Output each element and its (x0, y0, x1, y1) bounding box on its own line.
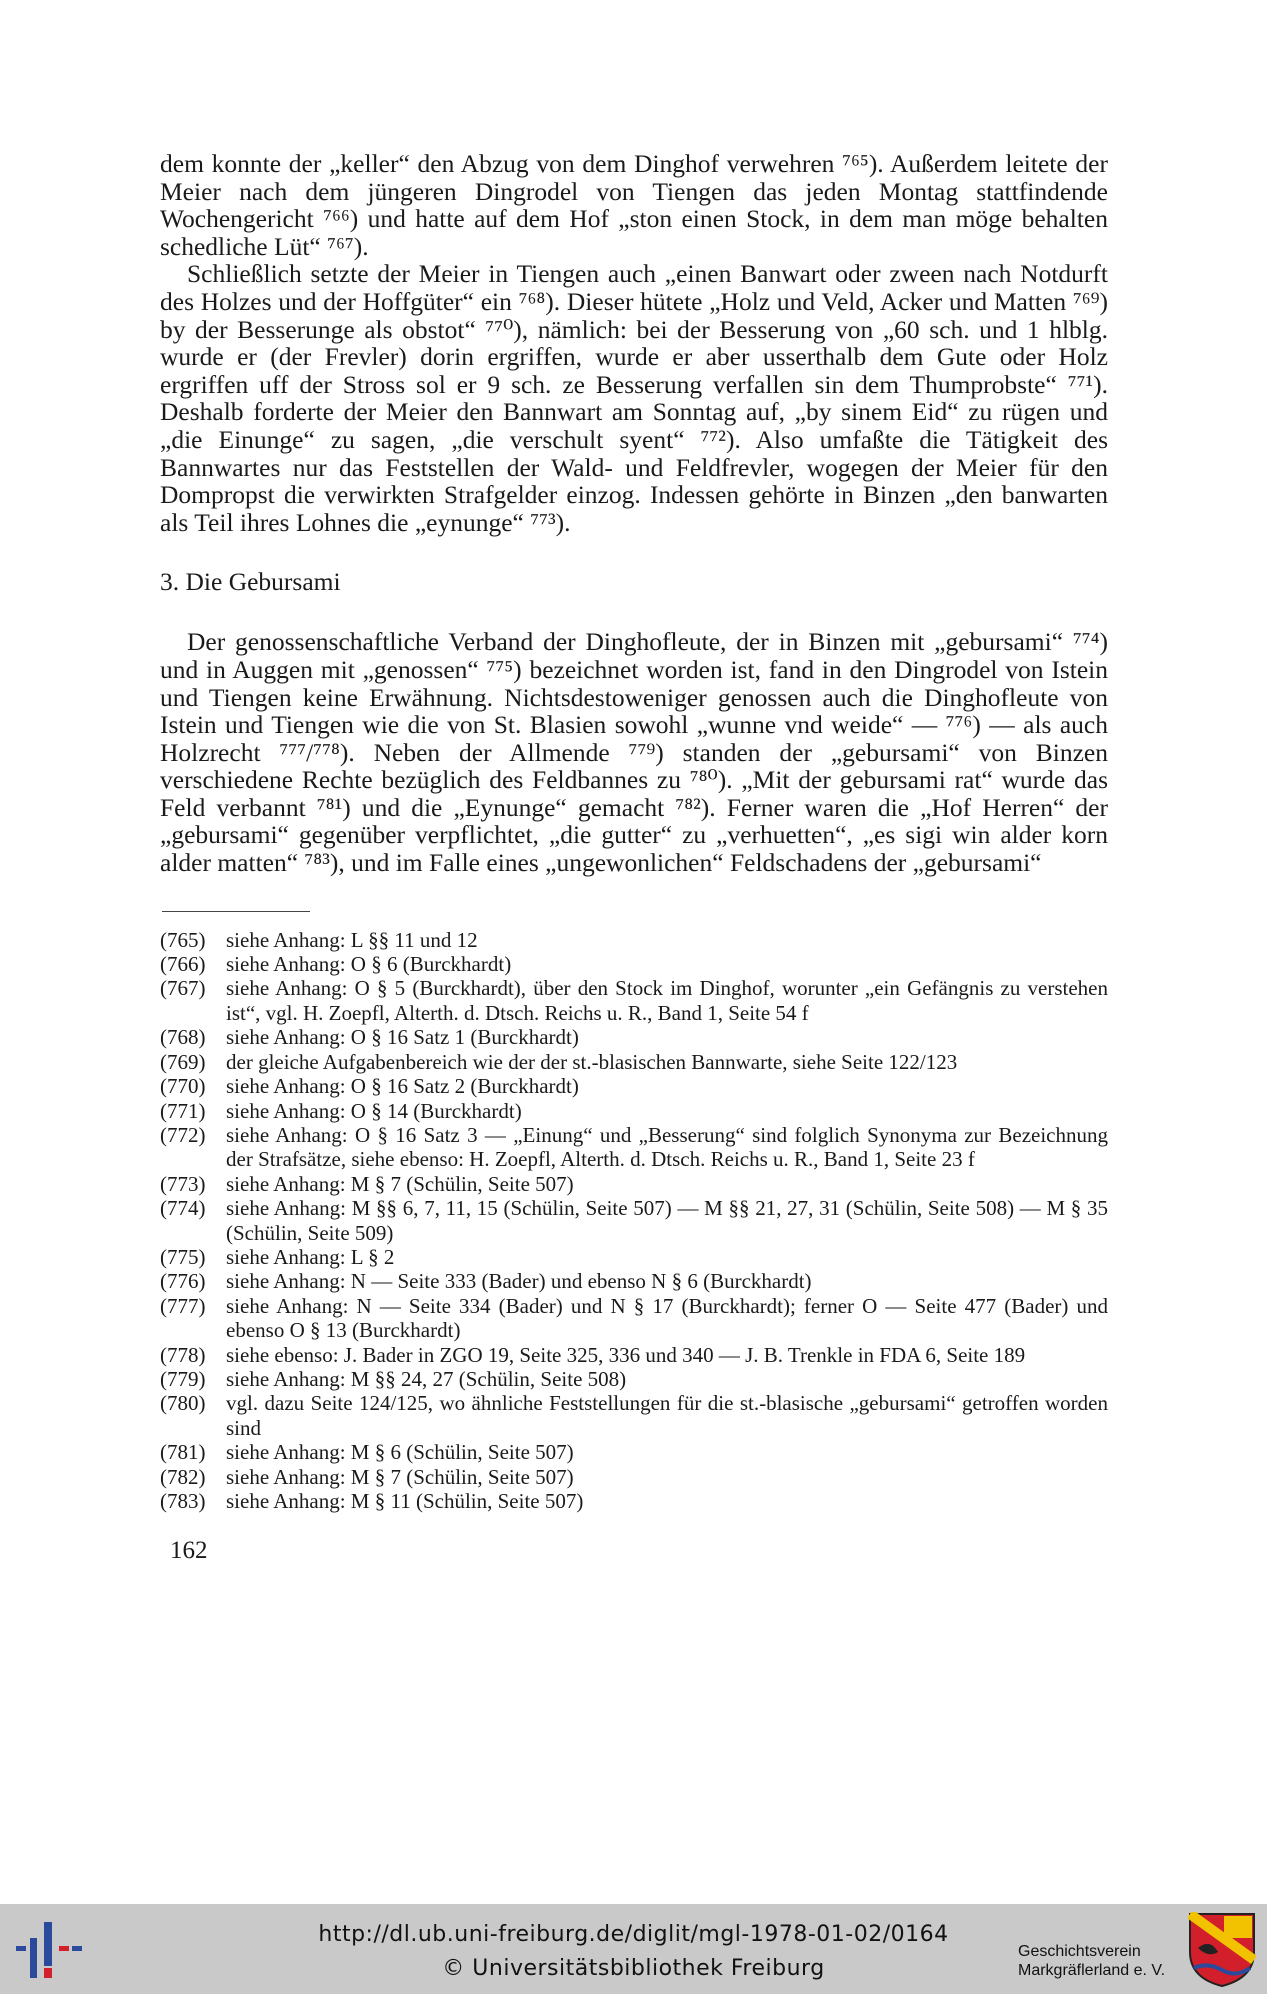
footnote (160, 1025, 1108, 1049)
document-url-link[interactable]: http://dl.ub.uni-freiburg.de/diglit/mgl-1978-01-02/0164 (318, 1922, 949, 1947)
footnote (160, 976, 1108, 1025)
footnote-number: (774) (160, 1196, 206, 1221)
footnote-number: (769) (160, 1049, 206, 1074)
section-heading: 3. Die Gebursami (160, 567, 341, 597)
society-name (1018, 1942, 1178, 1980)
footnote (160, 928, 1108, 952)
footnote (160, 1343, 1108, 1367)
footnote (160, 1465, 1108, 1489)
society-line-2: Markgräflerland e. V. (1018, 1962, 1166, 1979)
footnote (160, 1196, 1108, 1245)
footnote-text: siehe Anhang: O § 6 (Burckhardt) (226, 952, 512, 977)
footnote (160, 1440, 1108, 1464)
footnote-text: siehe Anhang: L § 2 (226, 1244, 395, 1269)
footnote-number: (765) (160, 927, 206, 952)
footnote (160, 1099, 1108, 1123)
footnote-text: siehe Anhang: O § 16 Satz 3 — „Einung“ und „Besserung“ sind folglich Synonyma zur Bezeichnung der Strafsätze, siehe ebenso: H. Zoepfl, Alterth. d. Dtsch. Reichs u. R., Band 1, Seite 23 f (226, 1122, 1108, 1172)
body-paragraph-1: dem konnte der „keller“ den Abzug von dem Dinghof verwehren ⁷⁶⁵). Außerdem leitete der Meier nach dem jüngeren Dingrodel von Tiengen das jeden Montag stattfindende Wochengericht ⁷⁶⁶) und hatte auf dem Hof „ston einen Stock, in dem man möge behalten schedliche Lüt“ ⁷⁶⁷). (160, 149, 1108, 261)
footnote-text: siehe ebenso: J. Bader in ZGO 19, Seite 325, 336 und 340 — J. B. Trenkle in FDA 6, Seite 189 (226, 1342, 1026, 1367)
footnote-number: (779) (160, 1366, 206, 1391)
footnote-number: (782) (160, 1464, 206, 1489)
footnote (160, 1294, 1108, 1343)
body-paragraph-2: Schließlich setzte der Meier in Tiengen auch „einen Banwart oder zween nach Notdurft des Holzes und der Hoffgüter“ ein ⁷⁶⁸). Dieser hütete „Holz und Veld, Acker und Matten ⁷⁶⁹) by der Besserunge als obstot“ ⁷⁷⁰), nämlich: bei der Besserung von „60 sch. und 1 hlblg. wurde er (der Frevler) dorin ergriffen, wurde er aber usserthalb dem Gute oder Holz ergriffen uff der Stross sol er 9 sch. ze Besserung verfallen sin dem Thumprobste“ ⁷⁷¹). Deshalb forderte der Meier den Bannwart am Sonntag auf, „by sinem Eid“ zu rügen und „die Einunge“ zu sagen, „die verschult syent“ ⁷⁷²). Also umfaßte die Tätigkeit des Bannwartes nur das Feststellen der Wald- und Feldfrevler, wogegen der Meier für den Dompropst die verwirkten Strafgelder einzog. Indessen gehörte in Binzen „den banwarten als Teil ihres Lohnes die „eynunge“ ⁷⁷³). (160, 259, 1108, 537)
body-paragraph-3: Der genossenschaftliche Verband der Dinghofleute, der in Binzen mit „gebursami“ ⁷⁷⁴) und in Auggen mit „genossen“ ⁷⁷⁵) bezeichnet worden ist, fand in den Dingrodel von Istein und Tiengen keine Erwähnung. Nichtsdestoweniger genossen auch die Dinghofleute von Istein und Tiengen wie die von St. Blasien sowohl „wunne vnd weide“ — ⁷⁷⁶) — als auch Holzrecht ⁷⁷⁷/⁷⁷⁸). Neben der Allmende ⁷⁷⁹) standen der „gebursami“ von Binzen verschiedene Rechte bezüglich des Feldbannes zu ⁷⁸⁰). „Mit der gebursami rat“ wurde das Feld verbannt ⁷⁸¹) und die „Eynunge“ gemacht ⁷⁸²). Ferner waren die „Hof Herren“ der „gebursami“ gegenüber verpflichtet, „die gutter“ zu „verhuetten“, „es sigi win alder korn alder matten“ ⁷⁸³), und im Falle eines „ungewonlichen“ Feldschadens der „gebursami“ (160, 627, 1108, 878)
footnote-list (160, 928, 1108, 1514)
footnote (160, 1050, 1108, 1074)
footnote-number: (770) (160, 1074, 206, 1099)
footnote-number: (781) (160, 1440, 206, 1465)
footnote (160, 1245, 1108, 1269)
footnote-number: (773) (160, 1171, 206, 1196)
copyright-text: © Universitätsbibliothek Freiburg (442, 1956, 825, 1981)
footnote (160, 1391, 1108, 1440)
footnote-number: (777) (160, 1293, 206, 1318)
footnote-number: (776) (160, 1269, 206, 1294)
footnote (160, 1269, 1108, 1293)
footnote (160, 1074, 1108, 1098)
footnote (160, 1123, 1108, 1172)
footnote-text: siehe Anhang: L §§ 11 und 12 (226, 927, 478, 952)
footnote-text: siehe Anhang: M § 7 (Schülin, Seite 507) (226, 1171, 574, 1196)
society-line-1: Geschichtsverein (1018, 1943, 1141, 1960)
page-content (160, 150, 1108, 1565)
footnote-text: siehe Anhang: N — Seite 333 (Bader) und ebenso N § 6 (Burckhardt) (226, 1269, 812, 1294)
footnote-number: (766) (160, 952, 206, 977)
footnote-text: siehe Anhang: O § 14 (Burckhardt) (226, 1098, 522, 1123)
footnote-number: (771) (160, 1098, 206, 1123)
footnote (160, 1172, 1108, 1196)
footnote-number: (780) (160, 1391, 206, 1416)
footnote-text: siehe Anhang: M § 7 (Schülin, Seite 507) (226, 1464, 574, 1489)
footnote-text: siehe Anhang: N — Seite 334 (Bader) und N § 17 (Burckhardt); ferner O — Seite 477 (Bader) und ebenso O § 13 (Burckhardt) (226, 1293, 1108, 1343)
footnote-number: (772) (160, 1122, 206, 1147)
footnote (160, 1489, 1108, 1513)
footnote-text: vgl. dazu Seite 124/125, wo ähnliche Feststellungen für die st.-blasische „gebursami“ getroffen worden sind (226, 1391, 1108, 1440)
viewer-footer-bar (0, 1904, 1267, 1994)
footnote-number: (768) (160, 1025, 206, 1050)
page-number: 162 (170, 1537, 208, 1565)
footnote-text: siehe Anhang: O § 16 Satz 2 (Burckhardt) (226, 1074, 579, 1099)
footnote-number: (778) (160, 1342, 206, 1367)
footnote-text: der gleiche Aufgabenbereich wie der der st.-blasischen Bannwarte, siehe Seite 122/123 (226, 1049, 958, 1074)
coat-of-arms-icon (1188, 1912, 1256, 1988)
footnote-text: siehe Anhang: M §§ 6, 7, 11, 15 (Schülin, Seite 507) — M §§ 21, 27, 31 (Schülin, Seite 508) — M § 35 (Schülin, Seite 509) (226, 1196, 1108, 1245)
footnote-text: siehe Anhang: M § 6 (Schülin, Seite 507) (226, 1440, 574, 1465)
footnote-number: (775) (160, 1244, 206, 1269)
footnote-text: siehe Anhang: O § 5 (Burckhardt), über den Stock im Dinghof, worunter „ein Gefängnis zu verstehen ist“, vgl. H. Zoepfl, Alterth. d. Dtsch. Reichs u. R., Band 1, Seite 54 f (226, 976, 1108, 1025)
footnote-number: (783) (160, 1489, 206, 1513)
footnote-text: siehe Anhang: M §§ 24, 27 (Schülin, Seite 508) (226, 1366, 627, 1391)
footnote-text: siehe Anhang: O § 16 Satz 1 (Burckhardt) (226, 1025, 579, 1050)
footnote (160, 952, 1108, 976)
footnote-text: siehe Anhang: M § 11 (Schülin, Seite 507) (226, 1489, 584, 1513)
footnote (160, 1367, 1108, 1391)
footnote-divider (162, 911, 310, 912)
footnote-number: (767) (160, 976, 206, 1001)
